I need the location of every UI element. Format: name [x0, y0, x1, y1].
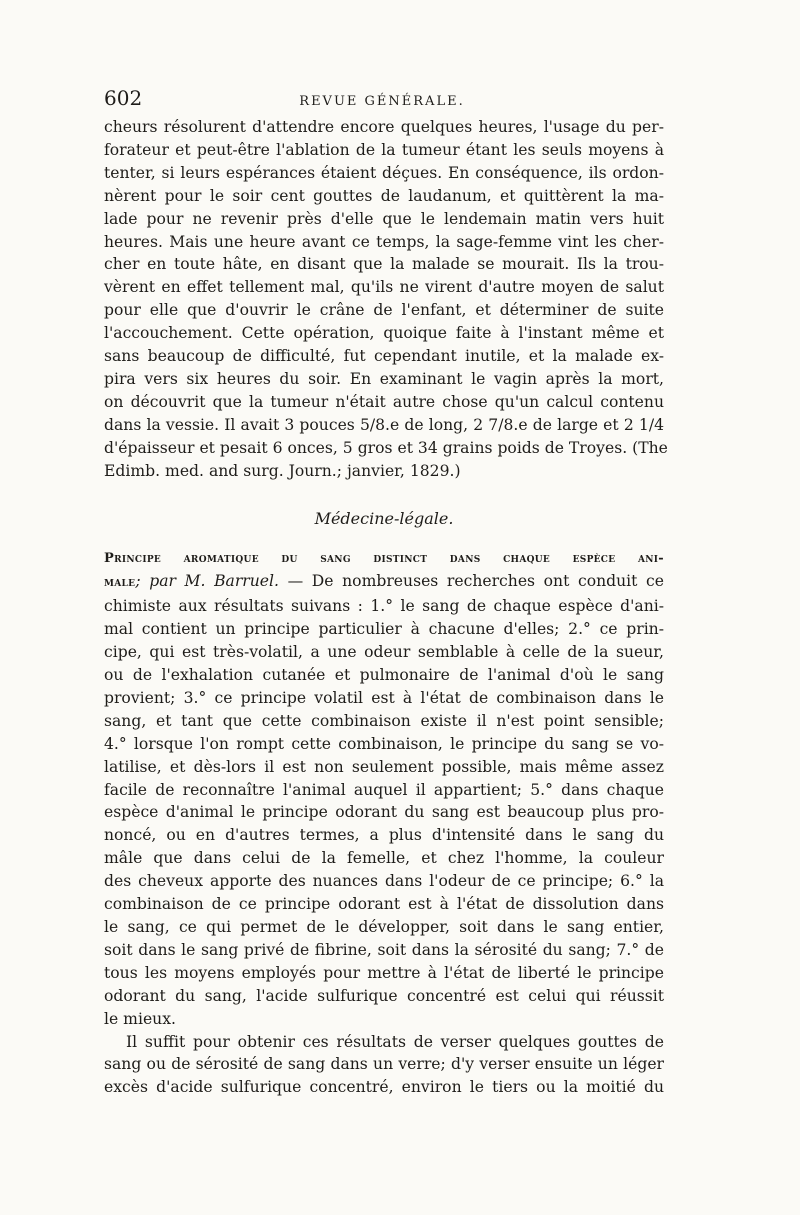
text-line: heures. Mais une heure avant ce temps, la sage-femme vint les cher- — [104, 232, 664, 251]
text-line: d'épaisseur et pesait 6 onces, 5 gros et 34 grains poids de Troyes. (The — [104, 438, 668, 457]
text-fragment: — De nombreuses recherches ont conduit ce — [287, 572, 664, 591]
text-line: vèrent en effet tellement mal, qu'ils ne virent d'autre moyen de salut — [104, 278, 664, 297]
text-line: sang, et tant que cette combinaison existe il n'est point sensible; — [104, 711, 664, 730]
text-line: facile de reconnaître l'animal auquel il appartient; 5.° dans chaque — [104, 780, 664, 799]
text-line: forateur et peut-être l'ablation de la tumeur étant les seuls moyens à — [104, 140, 664, 159]
text-line: provient; 3.° ce principe volatil est à l'état de combinaison dans le — [104, 688, 664, 707]
text-line: cipe, qui est très-volatil, a une odeur semblable à celle de la sueur, — [104, 643, 664, 662]
text-line: tous les moyens employés pour mettre à l'état de liberté le principe — [104, 963, 664, 982]
paragraph-article — [104, 546, 664, 1031]
text-line: excès d'acide sulfurique concentré, environ le tiers ou la moitié du — [104, 1078, 664, 1097]
text-line: le sang, ce qui permet de le développer, soit dans le sang entier, — [104, 918, 664, 936]
book-page — [104, 86, 668, 1099]
text-line: cher en toute hâte, en disant que la malade se mourait. Ils la trou- — [104, 255, 664, 274]
text-line: noncé, ou en d'autres termes, a plus d'intensité dans le sang du — [104, 826, 664, 845]
text-line: Edimb. med. and surg. Journ.; janvier, 1829.) — [104, 461, 461, 480]
article-title-line — [104, 546, 664, 571]
text-line: lade pour ne revenir près d'elle que le lendemain matin vers huit — [104, 209, 664, 228]
text-line: mal contient un principe particulier à chacune d'elles; 2.° ce prin- — [104, 620, 664, 639]
text-line: 4.° lorsque l'on rompt cette combinaison, le principe du sang se vo- — [104, 734, 664, 753]
text-line: le mieux. — [104, 1009, 176, 1028]
text-line: des cheveux apporte des nuances dans l'odeur de ce principe; 6.° la — [104, 872, 664, 891]
text-line: mâle que dans celui de la femelle, et chez l'homme, la couleur — [104, 849, 664, 868]
text-line: latilise, et dès-lors il est non seulement possible, mais même assez — [104, 757, 664, 776]
page-number: 602 — [104, 86, 143, 110]
text-line: chimiste aux résultats suivans : 1.° le sang de chaque espèce d'ani- — [104, 597, 664, 616]
text-line: dans la vessie. Il avait 3 pouces 5/8.e de long, 2 7/8.e de large et 2 1/4 — [104, 415, 664, 434]
text-line: espèce d'animal le principe odorant du sang est beaucoup plus pro- — [104, 803, 664, 822]
section-heading: Médecine-légale. — [314, 508, 454, 528]
text-line: pour elle que d'ouvrir le crâne de l'enfant, et déterminer de suite — [104, 301, 664, 320]
text-line: Il suffit pour obtenir ces résultats de verser quelques gouttes de — [126, 1032, 664, 1051]
text-line: soit dans le sang privé de fibrine, soit dans la sérosité du sang; 7.° de — [104, 940, 664, 959]
text-line: combinaison de ce principe odorant est à l'état de dissolution dans — [104, 895, 664, 914]
text-line: sans beaucoup de difficulté, fut cependant inutile, et la malade ex- — [104, 347, 664, 366]
text-line: on découvrit que la tumeur n'était autre chose qu'un calcul contenu — [104, 392, 664, 411]
text-line: odorant du sang, l'acide sulfurique concentré est celui qui réussit — [104, 986, 664, 1005]
text-line: cheurs résolurent d'attendre encore quelques heures, l'usage du per- — [104, 118, 664, 136]
article-author: ; par M. Barruel. — [135, 572, 279, 591]
text-line — [104, 570, 664, 595]
text-line: nèrent pour le soir cent gouttes de laudanum, et quittèrent la ma- — [104, 186, 664, 205]
text-line: pira vers six heures du soir. En examinant le vagin après la mort, — [104, 369, 664, 388]
paragraph-case-report — [104, 116, 668, 483]
text-line: tenter, si leurs espérances étaient déçues. En conséquence, ils ordon- — [104, 163, 664, 182]
text-line: ou de l'exhalation cutanée et pulmonaire de l'animal d'où le sang — [104, 666, 664, 685]
article-title: Principe aromatique du sang distinct dans chaque espèce ani- — [104, 550, 664, 566]
article-title-end: male — [104, 575, 136, 591]
text-line: l'accouchement. Cette opération, quoique faite à l'instant même et — [104, 324, 664, 343]
paragraph-method — [104, 1031, 664, 1100]
running-title: REVUE GÉNÉRALE. — [299, 94, 465, 109]
text-line: sang ou de sérosité de sang dans un verre; d'y verser ensuite un léger — [104, 1055, 664, 1074]
page-header — [104, 86, 664, 116]
